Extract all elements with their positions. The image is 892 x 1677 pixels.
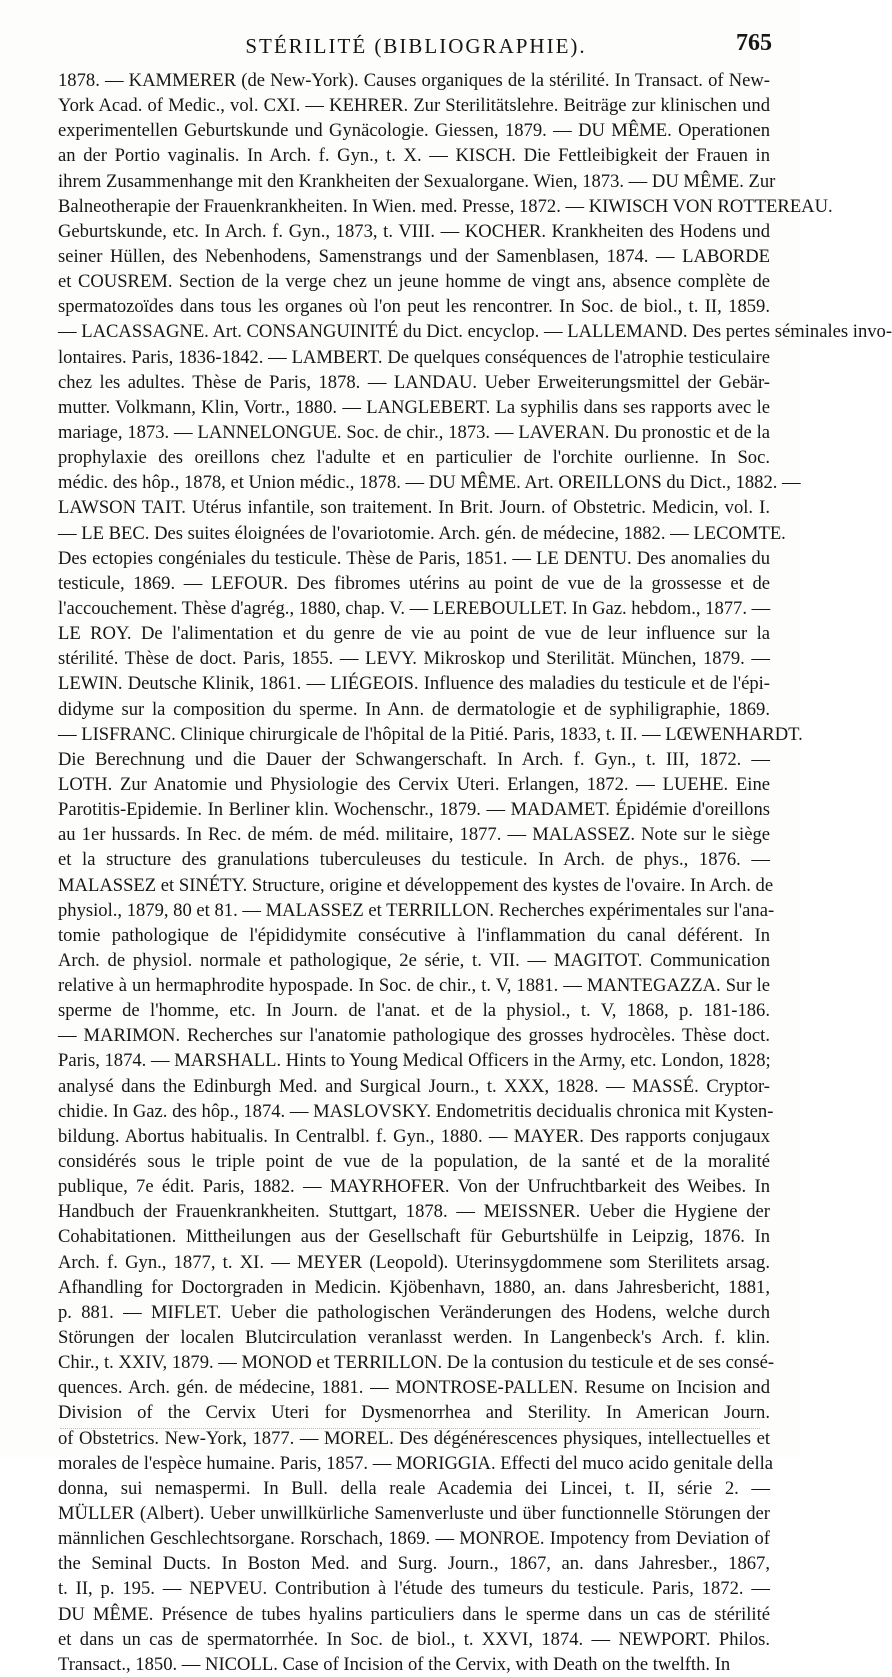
running-title: STÉRILITÉ (BIBLIOGRAPHIE). <box>245 34 587 58</box>
bibliography-text <box>58 68 892 1677</box>
text-line: DU MÊME. Présence de tubes hyalins particuliers dans le sperme dans un cas de stérilité <box>58 1603 770 1625</box>
text-line: Division of the Cervix Uteri for Dysmenorrhea and Sterility. In American Journ. <box>58 1402 770 1424</box>
text-line: testicule, 1869. — LEFOUR. Des fibromes utérins au point de vue de la grossesse et de <box>58 572 770 594</box>
text-line: publique, 7e édit. Paris, 1882. — MAYRHOFER. Von der Unfruchtbarkeit des Weibes. In <box>58 1176 770 1198</box>
text-line: ihrem Zusammenhange mit den Krankheiten der Sexualorgane. Wien, 1873. — DU MÊME. Zur <box>58 170 776 192</box>
text-line: Störungen der localen Blutcirculation veranlasst werden. In Langenbeck's Arch. f. klin. <box>58 1327 770 1349</box>
text-line: Arch. f. Gyn., 1877, t. XI. — MEYER (Leopold). Uterinsygdommene som Sterilitets arsag. <box>58 1251 770 1273</box>
text-line: morales de l'espèce humaine. Paris, 1857. — MORIGGIA. Effecti del muco acido genitale della <box>58 1452 774 1474</box>
text-line: Chir., t. XXIV, 1879. — MONOD et TERRILLON. De la contusion du testicule et de ses consé- <box>58 1352 775 1374</box>
text-line: 1878. — KAMMERER (de New-York). Causes organiques de la stérilité. In Transact. of New- <box>58 70 770 91</box>
text-line: chidie. In Gaz. des hôp., 1874. — MASLOVSKY. Endometritis decidualis chronica mit Kysten- <box>58 1100 774 1122</box>
text-line: LOTH. Zur Anatomie und Physiologie des Cervix Uteri. Erlangen, 1872. — LUEHE. Eine <box>58 773 770 795</box>
text-line: physiol., 1879, 80 et 81. — MALASSEZ et TERRILLON. Recherches expérimentales sur l'ana- <box>58 899 775 921</box>
text-line: Transact., 1850. — NICOLL. Case of Incision of the Cervix, with Death on the twelfth. In <box>58 1653 731 1675</box>
text-line: Balneotherapie der Frauenkrankheiten. In Wien. med. Presse, 1872. — KIWISCH VON ROTTEREAU. <box>58 195 833 217</box>
text-line: Paris, 1874. — MARSHALL. Hints to Young Medical Officers in the Army, etc. London, 1828; <box>58 1050 771 1072</box>
text-line: bildung. Abortus habitualis. In Centralbl. f. Gyn., 1880. — MAYER. Des rapports conjugaux <box>58 1125 770 1147</box>
page-header <box>60 30 772 62</box>
text-line: et COUSREM. Section de la verge chez un jeune homme de vingt ans, absence complète de <box>58 271 770 293</box>
footer-rule <box>60 1428 760 1429</box>
text-line: MÜLLER (Albert). Ueber unwillkürliche Samenverluste und über functionnelle Störungen der <box>58 1503 770 1525</box>
text-line: York Acad. of Medic., vol. CXI. — KEHRER. Zur Sterilitätslehre. Beiträge zur klinischen und <box>58 95 770 117</box>
text-line: experimentellen Geburtskunde und Gynäcologie. Giessen, 1879. — DU MÊME. Operationen <box>58 120 770 142</box>
page-number: 765 <box>736 30 772 56</box>
text-line: — LE BEC. Des suites éloignées de l'ovariotomie. Arch. gén. de médecine, 1882. — LECOMTE. <box>58 522 786 544</box>
text-line: Afhandling for Doctorgraden in Medicin. Kjöbenhavn, 1880, an. dans Jahresbericht, 1881, <box>58 1276 770 1298</box>
text-line: — LISFRANC. Clinique chirurgicale de l'hôpital de la Pitié. Paris, 1833, t. II. — LŒWENHARDT. <box>58 723 803 745</box>
text-line: mariage, 1873. — LANNELONGUE. Soc. de chir., 1873. — LAVERAN. Du pronostic et de la <box>58 421 770 443</box>
text-line: prophylaxie des oreillons chez l'adulte et en particulier de l'orchite ourlienne. In Soc. <box>58 447 770 469</box>
text-line: analysé dans the Edinburgh Med. and Surgical Journ., t. XXX, 1828. — MASSÉ. Cryptor- <box>58 1075 770 1097</box>
text-line: of Obstetrics. New-York, 1877. — MOREL. Des dégénérescences physiques, intellectuelles et <box>58 1427 770 1449</box>
text-line: médic. des hôp., 1878, et Union médic., 1878. — DU MÊME. Art. OREILLONS du Dict., 1882. — <box>58 472 801 494</box>
text-line: tomie pathologique de l'épididymite consécutive à l'inflammation du canal déférent. In <box>58 924 770 946</box>
text-line: LAWSON TAIT. Utérus infantile, son traitement. In Brit. Journ. of Obstetric. Medicin, vol. I. <box>58 497 770 519</box>
text-line: männlichen Geschlechtsorgane. Rorschach, 1869. — MONROE. Impotency from Deviation of <box>58 1528 770 1550</box>
text-line: et dans un cas de spermatorrhée. In Soc. de biol., t. XXVI, 1874. — NEWPORT. Philos. <box>58 1628 770 1650</box>
text-line: Cohabitationen. Mittheilungen aus der Gesellschaft für Geburtshülfe in Leipzig, 1876. In <box>58 1226 770 1248</box>
text-line: the Seminal Ducts. In Boston Med. and Surg. Journ., 1867, an. dans Jahresber., 1867, <box>58 1553 770 1575</box>
text-line: Arch. de physiol. normale et pathologique, 2e série, t. VII. — MAGITOT. Communication <box>58 949 770 971</box>
text-line: Parotitis-Epidemie. In Berliner klin. Wochenschr., 1879. — MADAMET. Épidémie d'oreillons <box>58 799 770 821</box>
text-line: Die Berechnung und die Dauer der Schwangerschaft. In Arch. f. Gyn., t. III, 1872. — <box>58 748 770 770</box>
text-line: — MARIMON. Recherches sur l'anatomie pathologique des grosses hydrocèles. Thèse doct. <box>58 1025 770 1047</box>
text-line: sperme de l'homme, etc. In Journ. de l'anat. et de la physiol., t. V, 1868, p. 181-186. <box>58 1000 770 1022</box>
text-line: Geburtskunde, etc. In Arch. f. Gyn., 1873, t. VIII. — KOCHER. Krankheiten des Hodens und <box>58 220 770 242</box>
text-line: seiner Hüllen, des Nebenhodens, Samenstrangs und der Samenblasen, 1874. — LABORDE <box>58 245 770 267</box>
text-line: mutter. Volkmann, Klin, Vortr., 1880. — LANGLEBERT. La syphilis dans ses rapports avec le <box>58 396 770 418</box>
text-line: didyme sur la composition du sperme. In Ann. de dermatologie et de syphiligraphie, 1869. <box>58 698 770 720</box>
text-line: et la structure des granulations tuberculeuses du testicule. In Arch. de phys., 1876. — <box>58 849 770 871</box>
text-line: MALASSEZ et SINÉTY. Structure, origine et développement des kystes de l'ovaire. In Arch. de <box>58 874 774 896</box>
text-line: Handbuch der Frauenkrankheiten. Stuttgart, 1878. — MEISSNER. Ueber die Hygiene der <box>58 1201 770 1223</box>
text-line: — LACASSAGNE. Art. CONSANGUINITÉ du Dict. encyclop. — LALLEMAND. Des pertes séminales invo- <box>58 321 892 343</box>
text-line: au 1er hussards. In Rec. de mém. de méd. militaire, 1877. — MALASSEZ. Note sur le siège <box>58 824 770 846</box>
text-line: LEWIN. Deutsche Klinik, 1861. — LIÉGEOIS. Influence des maladies du testicule et de l'épi- <box>58 673 770 695</box>
text-line: lontaires. Paris, 1836-1842. — LAMBERT. De quelques conséquences de l'atrophie testiculaire <box>58 346 770 368</box>
text-line: quences. Arch. gén. de médecine, 1881. — MONTROSE-PALLEN. Resume on Incision and <box>58 1377 770 1399</box>
text-line: donna, sui nemaspermi. In Bull. della reale Academia dei Lincei, t. II, série 2. — <box>58 1477 770 1499</box>
text-line: Des ectopies congéniales du testicule. Thèse de Paris, 1851. — LE DENTU. Des anomalies du <box>58 547 770 569</box>
text-line: considérés sous le triple point de vue de la population, de la santé et de la moralité <box>58 1151 770 1173</box>
text-line: p. 881. — MIFLET. Ueber die pathologischen Veränderungen des Hodens, welche durch <box>58 1301 770 1323</box>
text-line: LE ROY. De l'alimentation et du genre de vie au point de vue de leur influence sur la <box>58 623 770 645</box>
text-line: t. II, p. 195. — NEPVEU. Contribution à l'étude des tumeurs du testicule. Paris, 1872. — <box>58 1578 770 1600</box>
text-line: spermatozoïdes dans tous les organes où l'on peut les rencontrer. In Soc. de biol., t. II, 1859. <box>58 296 770 318</box>
text-line: relative à un hermaphrodite hypospade. In Soc. de chir., t. V, 1881. — MANTEGAZZA. Sur le <box>58 975 770 997</box>
text-line: l'accouchement. Thèse d'agrég., 1880, chap. V. — LEREBOULLET. In Gaz. hebdom., 1877. — <box>58 597 771 619</box>
text-line: chez les adultes. Thèse de Paris, 1878. — LANDAU. Ueber Erweiterungsmittel der Gebär- <box>58 371 770 393</box>
text-line: stérilité. Thèse de doct. Paris, 1855. — LEVY. Mikroskop und Sterilität. München, 1879. — <box>58 648 770 670</box>
text-line: an der Portio vaginalis. In Arch. f. Gyn., t. X. — KISCH. Die Fettleibigkeit der Frauen in <box>58 145 770 167</box>
